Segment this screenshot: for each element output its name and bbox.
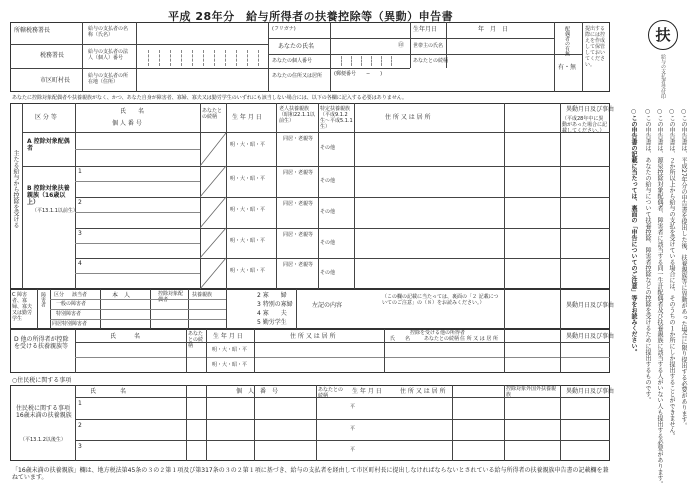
head-relation-field[interactable]: [447, 39, 553, 53]
form-seal-icon: 扶: [648, 20, 678, 50]
d-change-header: 異動月日及び事由: [566, 333, 615, 340]
address-header: 住 所 又 は 居 所: [385, 114, 431, 121]
d-other-name: 氏 名: [390, 336, 411, 342]
d-name-header: 氏 名: [110, 333, 141, 340]
section-b-sub: （平13.1.1以前生）: [32, 208, 78, 214]
child-row-number: 3: [78, 443, 82, 450]
your-name-label: あなたの氏名: [278, 43, 315, 50]
form-title: 平成 28年分 給与所得者の扶養控除等（異動）申告書: [168, 10, 454, 23]
content-label: 左記の内容: [312, 302, 343, 309]
widow-item[interactable]: 2 寡 婦: [257, 292, 287, 299]
resident-tax-heading: ○住民税に関する事項: [12, 377, 72, 384]
self-special-check[interactable]: [101, 310, 149, 318]
section-e-sub: （平13.1.2以後生）: [20, 437, 66, 443]
disability-row-general: 一般の障害者: [56, 301, 87, 307]
section-e-label: 住民税に関する事項 16歳未満の扶養親族: [16, 405, 77, 419]
head-relation-label: 世帯主の氏名: [413, 43, 444, 49]
birth-value[interactable]: 年 月 日: [478, 26, 509, 33]
dependent-rel-options[interactable]: 同居・老親等: [283, 201, 314, 207]
c-dependents-label: 扶養親族: [192, 292, 213, 298]
payer-address-field[interactable]: [137, 69, 267, 91]
dependent-rel-options[interactable]: 同居・老親等: [283, 262, 314, 268]
widow-item[interactable]: 4 寡 夫: [257, 310, 287, 317]
d-era[interactable]: 明・大・昭・平: [212, 347, 248, 353]
self-label: 本 人: [112, 292, 131, 299]
relation-diagonal-lines: [200, 133, 226, 289]
e-era[interactable]: 平: [350, 426, 356, 432]
disabled-label: 障害者: [40, 292, 46, 307]
spouse-value[interactable]: 有・無: [558, 64, 577, 71]
payer-receipt-stamp-label: 給与の支払者受付印: [660, 54, 666, 99]
birth-header: 生 年 月 日: [232, 114, 262, 121]
side-note: 提出する際には控えを作成して保管しておいてください。: [585, 26, 606, 68]
name-header: 氏 名: [120, 108, 145, 115]
change-note: （平成28年中に異動があった場合に記載してください。）: [562, 116, 607, 134]
name-stamp-icon: ㊞: [398, 42, 405, 49]
kubun-header: 区 分 等: [35, 114, 57, 121]
your-relation-label: あなたとの続柄: [413, 58, 449, 64]
dependent-other-option[interactable]: その他: [320, 240, 336, 246]
payer-name-label: 給与の支払者の名称（氏名）: [88, 26, 129, 38]
right-note-2: ○この申告書は、あなたの給与について扶養控除、障害者控除などの控除を受けるために提出するものです。: [644, 108, 651, 403]
section-b-label: B 控除対象扶養親族（16歳以上）: [27, 185, 70, 206]
section-d-label: D 他の所得者が控除を受ける扶養親族等: [14, 336, 69, 350]
e-number-header: 個 人 番 号: [236, 388, 279, 395]
widow-item[interactable]: 3 特別の寡婦: [257, 301, 293, 308]
e-relation-header: あなたとの続柄: [318, 387, 344, 399]
dependent-other-option[interactable]: その他: [320, 209, 336, 215]
dependent-era[interactable]: 明・大・昭・平: [230, 268, 266, 274]
city-label: 市区町村長: [40, 77, 71, 84]
applicant-label: 該当者: [72, 292, 88, 298]
dependent-other-option[interactable]: その他: [320, 270, 336, 276]
right-note-5: ○この申告書は、平成27年分の申告書を提出した後、扶養親族等に異動があった場合に限り提出する必要があります。: [680, 108, 687, 429]
payer-number-label: 給与の支払者の法人（個人）番号: [88, 49, 129, 61]
disability-row-cohabit: 同居特別障害者: [52, 321, 88, 327]
d-relation-header: あなたとの続柄: [188, 331, 204, 349]
postal-label: (郵便番号 − ): [334, 71, 383, 77]
dependent-rel-options[interactable]: 同居・老親等: [283, 232, 314, 238]
child-row-number: 2: [78, 422, 82, 429]
d-other-address: 住 所 又 は 居 所: [460, 336, 498, 342]
elderly-header: 老人扶養親族（昭和22.1.1以前生）: [279, 106, 315, 124]
child-row-number: 1: [78, 400, 82, 407]
section-c-label: C 障害者、寡婦、寡夫又は勤労学生: [12, 292, 33, 322]
c-spouse-label: 控除対象配偶者: [158, 291, 184, 303]
e-noninc-header: 控除対象外国外扶養親族: [506, 386, 557, 398]
d-other-income-head: 控除を受ける他の所得者: [410, 330, 466, 336]
your-address-field[interactable]: [331, 69, 551, 91]
dependent-era[interactable]: 明・大・昭・平: [230, 207, 266, 213]
your-relation-field[interactable]: [447, 55, 553, 67]
relation-header: あなたとの続柄: [202, 108, 223, 120]
d-address-header: 住 所 又 は 居 所: [290, 333, 336, 340]
your-number-field[interactable]: [331, 55, 409, 67]
furigana-label: (フリガナ): [272, 26, 296, 32]
group-side-label: 主たる給与から控除を受ける: [12, 150, 19, 228]
widow-item[interactable]: 5 勤労学生: [257, 319, 287, 326]
e-name-header: 氏 名: [90, 388, 127, 395]
spouse-era[interactable]: 明・大・昭・平: [230, 142, 266, 148]
dependent-era[interactable]: 明・大・昭・平: [230, 238, 266, 244]
spouse-address-field[interactable]: [355, 133, 503, 166]
dependent-row-number: 3: [78, 230, 82, 237]
spouse-rel-options[interactable]: 同居・老親等: [283, 136, 314, 142]
e-era[interactable]: 平: [350, 404, 356, 410]
self-cohabit-check[interactable]: [101, 320, 149, 328]
d-era[interactable]: 明・大・昭・平: [212, 362, 248, 368]
change-header: 異動月日及び事由: [566, 106, 615, 113]
right-note-4: ○この申告書は、２か所以上から給与の支払を受けている場合には、そのうちの１か所にしか提出することができません。: [668, 108, 675, 439]
footer-note: 「16歳未満の扶養親族」欄は、地方税法第45条の３の２第１項及び第317条の３の２第１項に基づき、給与の支払者を経由して市区町村長に提出しなければならないとされている給与所得者の扶養親族申告書の記載欄を兼ねています。: [12, 467, 609, 481]
tax-office-suffix: 税務署長: [40, 52, 65, 59]
section-a-label: A 控除対象配偶者: [27, 138, 70, 152]
dependent-row-number: 4: [78, 260, 82, 267]
d-other-relation: あなたとの続柄: [424, 336, 460, 342]
birth-label: 生年月日: [413, 26, 438, 33]
payer-name-field[interactable]: [137, 23, 267, 43]
content-note: （この欄の記載に当たっては、裏面の「２ 記載についてのご注意」の（８）をお読みください。）: [382, 294, 499, 306]
e-change-header: 異動月日及び事由: [566, 388, 615, 395]
intro-text: あなたに控除対象配偶者や扶養親族がなく、かつ、あなた自身が障害者、寡婦、寡夫又は勤労学生のいずれにも該当しない場合には、以下の各欄に記入する必要はありません。: [12, 95, 408, 101]
dependent-other-option[interactable]: その他: [320, 178, 336, 184]
right-note-3: ○この申告書は、源泉控除対象配偶者、障害者に該当する同一生計配偶者及び扶養親族に該当する人がいない人も提出する必要があります。: [656, 108, 663, 487]
number-header: 個 人 番 号: [112, 120, 142, 127]
payer-address-label: 給与の支払者の所在地（住所）: [88, 73, 129, 85]
spouse-change-field[interactable]: [505, 133, 559, 166]
disability-row-special: 特別障害者: [56, 311, 82, 317]
c-change-header: 異動月日及び事由: [566, 302, 615, 309]
your-number-label: あなたの個人番号: [272, 58, 313, 64]
d-birth-header: 生 年 月 日: [213, 333, 243, 340]
dependent-row-number: 1: [78, 168, 82, 175]
e-address-header: 住 所 又 は 居 所: [400, 388, 446, 395]
kubun-label: 区分: [54, 292, 65, 298]
dependent-row-number: 2: [78, 199, 82, 206]
furigana-field[interactable]: [331, 23, 409, 37]
dependent-era[interactable]: 明・大・昭・平: [230, 176, 266, 182]
spouse-other-option[interactable]: その他: [320, 145, 336, 151]
your-address-label: あなたの住所又は居所: [272, 73, 323, 79]
special-header: 特定扶養親族（平成9.1.2生〜平成5.1.1生）: [320, 106, 353, 130]
spouse-label: 配偶者の有無: [564, 26, 570, 56]
right-note-1: ○この申告書の記載に当たっては、裏面の「申告についてのご注意」等をお読みください。: [630, 108, 637, 355]
self-general-check[interactable]: [101, 300, 149, 308]
e-birth-header: 生 年 月 日: [352, 388, 382, 395]
dependent-rel-options[interactable]: 同居・老親等: [283, 170, 314, 176]
e-era[interactable]: 平: [350, 447, 356, 453]
tax-office-label: 所轄税務署長: [14, 27, 51, 34]
